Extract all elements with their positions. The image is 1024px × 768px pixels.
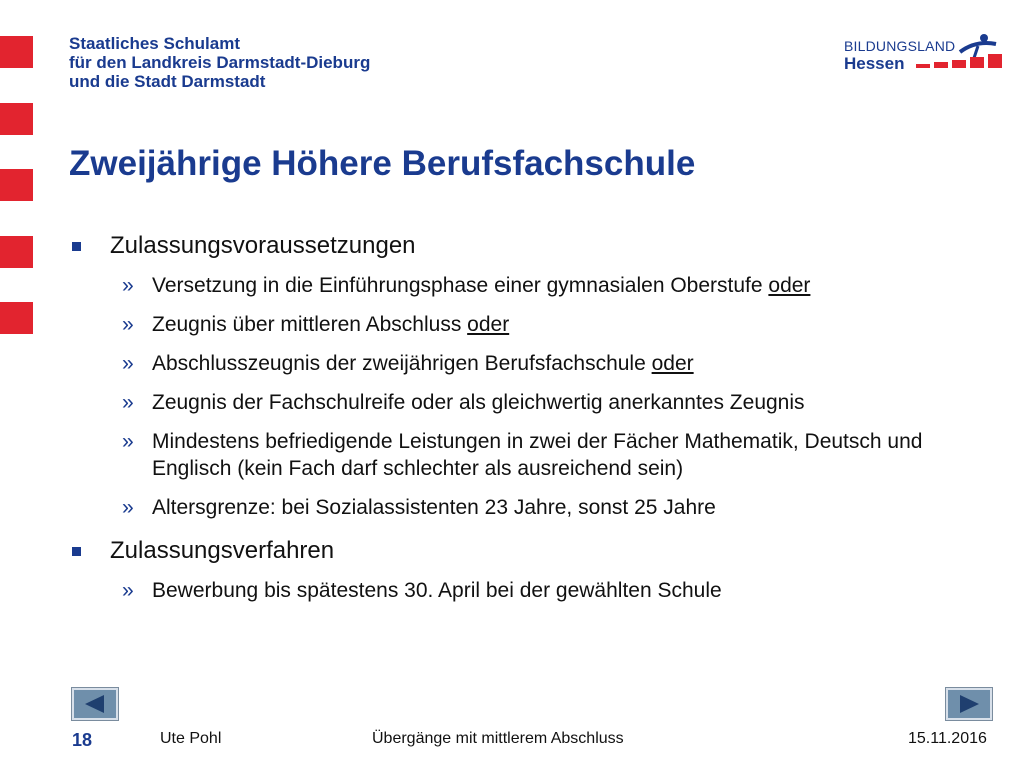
slide-title: Zweijährige Höhere Berufsfachschule [69, 144, 696, 183]
chevron-bullet-icon: » [122, 496, 134, 519]
list-item [72, 389, 992, 416]
decorative-red-tab [0, 302, 33, 334]
slide-content [72, 230, 992, 616]
list-item-underlined: oder [651, 352, 694, 375]
chevron-bullet-icon: » [122, 391, 134, 414]
procedure-list [72, 577, 992, 604]
list-item-text: Abschlusszeugnis der zweijährigen Berufsfachschule [152, 352, 652, 375]
decorative-red-tab [0, 36, 33, 68]
next-slide-button[interactable] [946, 688, 992, 720]
list-item [72, 428, 992, 482]
list-item-text: Altersgrenze: bei Sozialassistenten 23 Jahre, sonst 25 Jahre [152, 496, 716, 519]
org-line: und die Stadt Darmstadt [69, 72, 266, 91]
list-item [72, 272, 992, 299]
list-item [72, 350, 992, 377]
footer-date: 15.11.2016 [908, 730, 987, 747]
square-bullet-icon [72, 242, 81, 251]
logo-text-top: BILDUNGSLAND [844, 38, 956, 54]
list-item [72, 577, 992, 604]
section-procedure [72, 535, 992, 604]
section-requirements [72, 230, 992, 521]
list-item-text: Zeugnis über mittleren Abschluss [152, 313, 468, 336]
list-item [72, 494, 992, 521]
organization-name [69, 34, 370, 91]
previous-slide-button[interactable] [72, 688, 118, 720]
decorative-red-tab [0, 236, 33, 268]
section-heading-text: Zulassungsvoraussetzungen [110, 232, 416, 259]
list-item [72, 311, 992, 338]
decorative-red-tab [0, 169, 33, 201]
list-item-text: Versetzung in die Einführungsphase einer gymnasialen Oberstufe [152, 274, 769, 297]
list-item-text: Zeugnis der Fachschulreife oder als gleichwertig anerkanntes Zeugnis [152, 391, 805, 414]
square-bullet-icon [72, 547, 81, 556]
org-line: Staatliches Schulamt [69, 34, 241, 53]
list-item-text: Mindestens befriedigende Leistungen in zwei der Fächer Mathematik, Deutsch und Englisch (kein Fach darf schlechter als ausreichend sein) [152, 430, 923, 480]
footer-author: Ute Pohl [160, 730, 222, 747]
bildungsland-hessen-logo [836, 30, 1006, 82]
section-heading [72, 230, 992, 262]
list-item-text: Bewerbung bis spätestens 30. April bei der gewählten Schule [152, 579, 722, 602]
decorative-red-tab [0, 103, 33, 135]
chevron-bullet-icon: » [122, 313, 134, 336]
requirements-list [72, 272, 992, 521]
list-item-underlined: oder [768, 274, 811, 297]
previous-slide-icon [82, 694, 108, 714]
page-number: 18 [72, 730, 93, 750]
chevron-bullet-icon: » [122, 352, 134, 375]
section-heading [72, 535, 992, 567]
next-slide-icon [956, 694, 982, 714]
chevron-bullet-icon: » [122, 274, 134, 297]
chevron-bullet-icon: » [122, 579, 134, 602]
section-heading-text: Zulassungsverfahren [110, 537, 335, 564]
chevron-bullet-icon: » [122, 430, 134, 453]
logo-text-bottom: Hessen [844, 54, 905, 73]
list-item-underlined: oder [467, 313, 510, 336]
org-line: für den Landkreis Darmstadt-Dieburg [69, 53, 371, 72]
logo-figure-icon [836, 30, 1006, 82]
footer-topic: Übergänge mit mittlerem Abschluss [372, 730, 624, 747]
